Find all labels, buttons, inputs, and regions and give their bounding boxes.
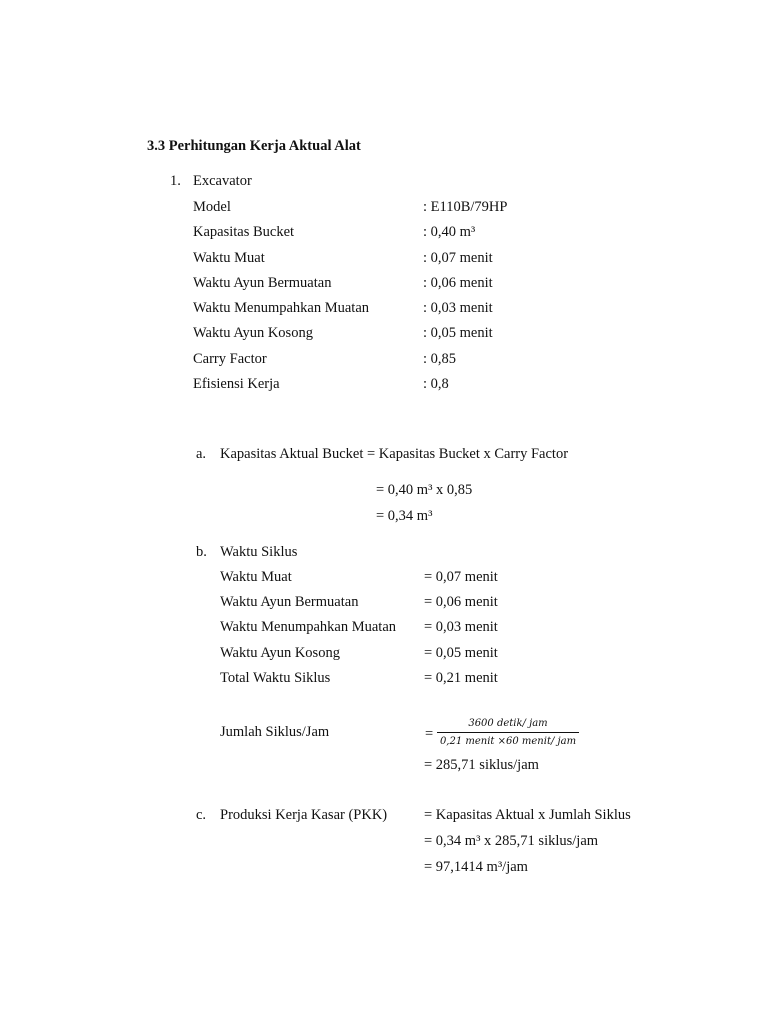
part-c-label: Produksi Kerja Kasar (PKK) <box>220 807 388 823</box>
spec-value: : 0,06 menit <box>423 275 493 291</box>
jumlah-siklus-result: = 285,71 siklus/jam <box>424 757 539 773</box>
jumlah-siklus-label: Jumlah Siklus/Jam <box>220 724 330 740</box>
section-title: 3.3 Perhitungan Kerja Aktual Alat <box>147 138 361 154</box>
part-c-line1: = Kapasitas Aktual x Jumlah Siklus <box>424 807 631 823</box>
spec-value: : 0,85 <box>423 351 457 367</box>
spec-label: Model <box>193 199 231 215</box>
spec-label: Waktu Muat <box>193 250 265 266</box>
spec-label: Kapasitas Bucket <box>193 224 295 240</box>
cycle-value: = 0,03 menit <box>424 619 498 635</box>
part-b-letter: b. <box>196 544 207 560</box>
cycle-value: = 0,05 menit <box>424 645 498 661</box>
cycle-value: = 0,07 menit <box>424 569 498 585</box>
item-name: Excavator <box>193 173 252 189</box>
part-a-formula: Kapasitas Aktual Bucket = Kapasitas Bucket x Carry Factor <box>220 446 569 462</box>
spec-value: : 0,05 menit <box>423 325 493 341</box>
cycle-value: = 0,06 menit <box>424 594 498 610</box>
spec-value: : 0,03 menit <box>423 300 493 316</box>
spec-label: Carry Factor <box>193 351 267 367</box>
fraction-bar <box>437 732 579 733</box>
spec-label: Waktu Ayun Bermuatan <box>193 275 332 291</box>
part-b-title: Waktu Siklus <box>220 544 298 560</box>
part-a-step2: = 0,34 m³ <box>376 508 433 524</box>
fraction-equals: = <box>425 726 434 742</box>
cycle-label: Waktu Menumpahkan Muatan <box>220 619 397 635</box>
spec-value: : 0,8 <box>423 376 449 392</box>
spec-value: : 0,07 menit <box>423 250 493 266</box>
fraction-denominator: 0,21 menit ×60 menit/ jam <box>439 736 577 747</box>
part-c-letter: c. <box>196 807 207 823</box>
spec-label: Waktu Menumpahkan Muatan <box>193 300 370 316</box>
spec-label: Efisiensi Kerja <box>193 376 280 392</box>
fraction-numerator: 3600 detik/ jam <box>468 718 548 729</box>
spec-value: : 0,40 m³ <box>423 224 476 240</box>
part-c-line3: = 97,1414 m³/jam <box>424 859 528 875</box>
cycle-label: Waktu Muat <box>220 569 292 585</box>
item-number: 1. <box>170 173 181 189</box>
cycle-label: Waktu Ayun Bermuatan <box>220 594 359 610</box>
cycle-label: Waktu Ayun Kosong <box>220 645 340 661</box>
spec-value: : E110B/79HP <box>423 199 508 215</box>
cycle-value: = 0,21 menit <box>424 670 498 686</box>
spec-label: Waktu Ayun Kosong <box>193 325 313 341</box>
cycles-per-hour-fraction <box>425 716 581 750</box>
part-a-step1: = 0,40 m³ x 0,85 <box>376 482 473 498</box>
part-c-line2: = 0,34 m³ x 285,71 siklus/jam <box>424 833 599 849</box>
cycle-label: Total Waktu Siklus <box>220 670 331 686</box>
part-a-letter: a. <box>196 446 207 462</box>
